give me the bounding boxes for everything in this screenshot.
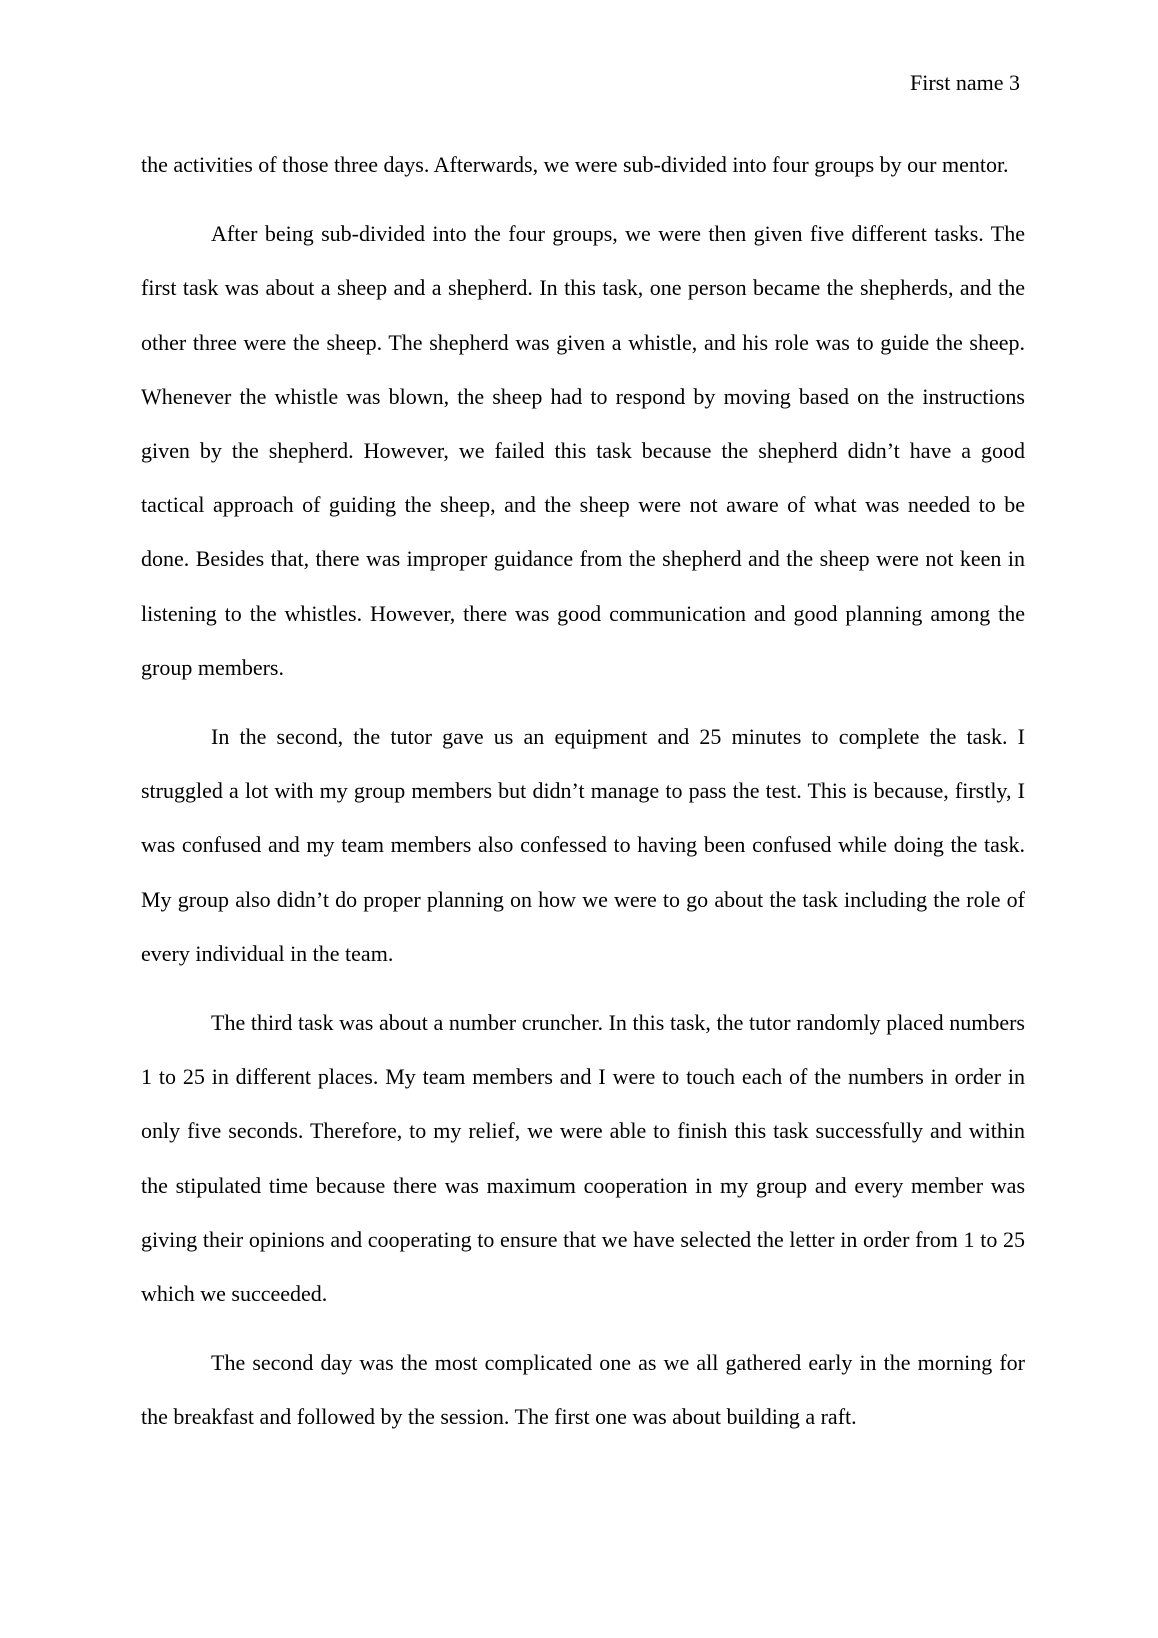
paragraph-continuation: the activities of those three days. Afterwards, we were sub-divided into four groups by our mentor. [141, 152, 1009, 177]
running-header: First name 3 [910, 70, 1020, 95]
document-body [141, 138, 1025, 1460]
paragraph-second-day: The second day was the most complicated one as we all gathered early in the morning for the breakfast and followed by the session. The first one was about building a raft. [141, 1350, 1025, 1430]
paragraph-second-task: In the second, the tutor gave us an equipment and 25 minutes to complete the task. I struggled a lot with my group members but didn’t manage to pass the test. This is because, firstly, I was confused and my team members also confessed to having been confused while doing the task. My group also didn’t do proper planning on how we were to go about the task including the role of every individual in the team. [141, 724, 1025, 966]
paragraph-third-task: The third task was about a number cruncher. In this task, the tutor randomly placed numbers 1 to 25 in different places. My team members and I were to touch each of the numbers in order in only five seconds. Therefore, to my relief, we were able to finish this task successfully and within the stipulated time because there was maximum cooperation in my group and every member was giving their opinions and cooperating to ensure that we have selected the letter in order from 1 to 25 which we succeeded. [141, 1010, 1025, 1307]
paragraph-sheep-task: After being sub-divided into the four groups, we were then given five different tasks. The first task was about a sheep and a shepherd. In this task, one person became the shepherds, and the other three were the sheep. The shepherd was given a whistle, and his role was to guide the sheep. Whenever the whistle was blown, the sheep had to respond by moving based on the instructions given by the shepherd. However, we failed this task because the shepherd didn’t have a good tactical approach of guiding the sheep, and the sheep were not aware of what was needed to be done. Besides that, there was improper guidance from the shepherd and the sheep were not keen in listening to the whistles. However, there was good communication and good planning among the group members. [141, 221, 1025, 680]
